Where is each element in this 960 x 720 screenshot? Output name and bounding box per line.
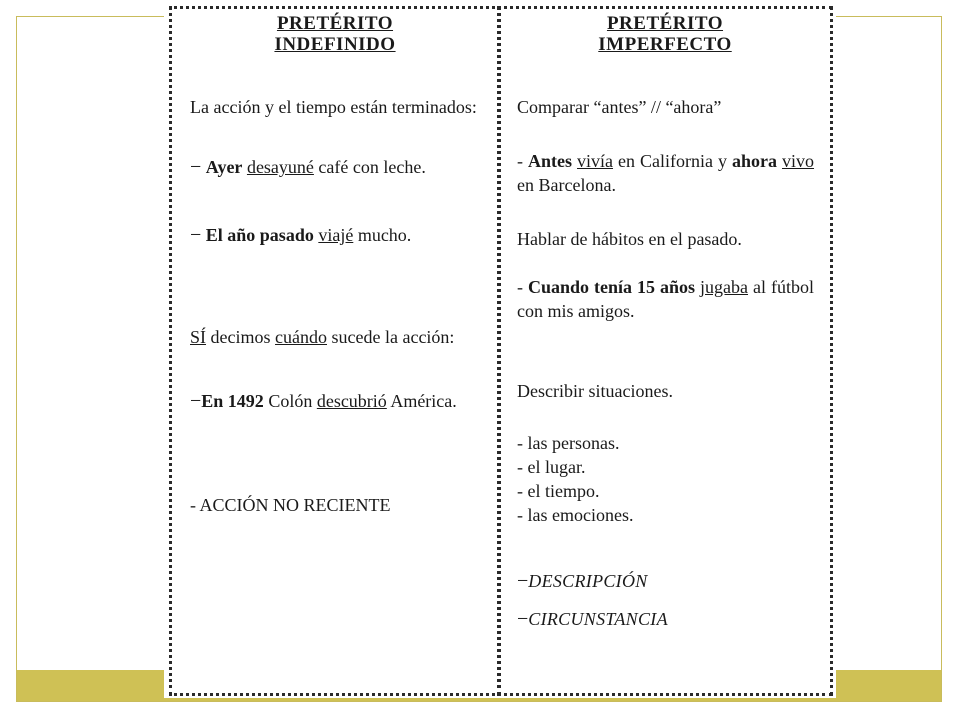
dash-marker: − bbox=[517, 608, 529, 630]
emphasis: SÍ bbox=[190, 327, 207, 347]
tense-comparison-table bbox=[164, 0, 836, 698]
rule-text bbox=[190, 325, 486, 349]
situation-list bbox=[517, 431, 814, 527]
example-sentence bbox=[190, 155, 486, 179]
verb: vivo bbox=[782, 151, 815, 171]
rule-text: Hablar de hábitos en el pasado. bbox=[517, 229, 742, 249]
example-prefix: - bbox=[517, 151, 528, 171]
dash-marker: − bbox=[190, 156, 202, 178]
time-expression: Antes bbox=[528, 151, 572, 171]
example-sentence bbox=[190, 223, 486, 247]
rule-text: Describir situaciones. bbox=[517, 381, 673, 401]
dash-marker: − bbox=[517, 570, 529, 592]
heading-line-2: INDEFINIDO bbox=[274, 34, 396, 55]
list-item: - las emociones. bbox=[517, 505, 634, 525]
example-rest: mucho. bbox=[353, 225, 412, 245]
heading-line-1: PRETÉRITO bbox=[606, 13, 724, 34]
verb: desayuné bbox=[246, 157, 314, 177]
rule-text: Comparar “antes” // “ahora” bbox=[517, 97, 722, 117]
example-mid: Colón bbox=[263, 391, 317, 411]
use-tag-label: CIRCUNSTANCIA bbox=[528, 609, 668, 629]
example-sentence bbox=[190, 389, 486, 413]
time-expression: Cuando tenía 15 años bbox=[528, 277, 696, 297]
verb: jugaba bbox=[700, 277, 749, 297]
verb: viajé bbox=[318, 225, 354, 245]
list-item: - las personas. bbox=[517, 433, 620, 453]
heading-line-1: PRETÉRITO bbox=[276, 13, 394, 34]
example-rest: al fútbol con mis amigos. bbox=[517, 277, 814, 321]
column-heading bbox=[172, 13, 498, 55]
example-sentence bbox=[517, 275, 814, 323]
heading-line-2: IMPERFECTO bbox=[598, 34, 732, 55]
example-sentence bbox=[517, 149, 814, 197]
use-tag bbox=[517, 607, 814, 631]
time-expression: El año pasado bbox=[205, 225, 314, 245]
rule-mid: decimos bbox=[206, 327, 276, 347]
rule-text: La acción y el tiempo están terminados: bbox=[190, 97, 477, 117]
list-item: - el tiempo. bbox=[517, 481, 600, 501]
summary-note: - ACCIÓN NO RECIENTE bbox=[190, 495, 391, 515]
emphasis: cuándo bbox=[275, 327, 327, 347]
use-tag-label: DESCRIPCIÓN bbox=[528, 571, 648, 591]
verb: descubrió bbox=[316, 391, 387, 411]
time-expression: Ayer bbox=[205, 157, 243, 177]
example-mid: en California y bbox=[613, 151, 732, 171]
column-preterito-indefinido bbox=[169, 6, 501, 696]
dash-marker: − bbox=[190, 224, 202, 246]
column-preterito-imperfecto bbox=[497, 6, 833, 696]
verb: vivía bbox=[577, 151, 614, 171]
time-expression: ahora bbox=[732, 151, 777, 171]
list-item: - el lugar. bbox=[517, 457, 586, 477]
dash-marker: − bbox=[190, 390, 202, 412]
example-rest: café con leche. bbox=[313, 157, 426, 177]
rule-rest: sucede la acción: bbox=[327, 327, 455, 347]
use-tag bbox=[517, 569, 814, 593]
example-rest: en Barcelona. bbox=[517, 175, 616, 195]
column-heading bbox=[500, 13, 830, 55]
time-expression: En 1492 bbox=[201, 391, 264, 411]
example-rest: América. bbox=[386, 391, 457, 411]
example-prefix: - bbox=[517, 277, 528, 297]
